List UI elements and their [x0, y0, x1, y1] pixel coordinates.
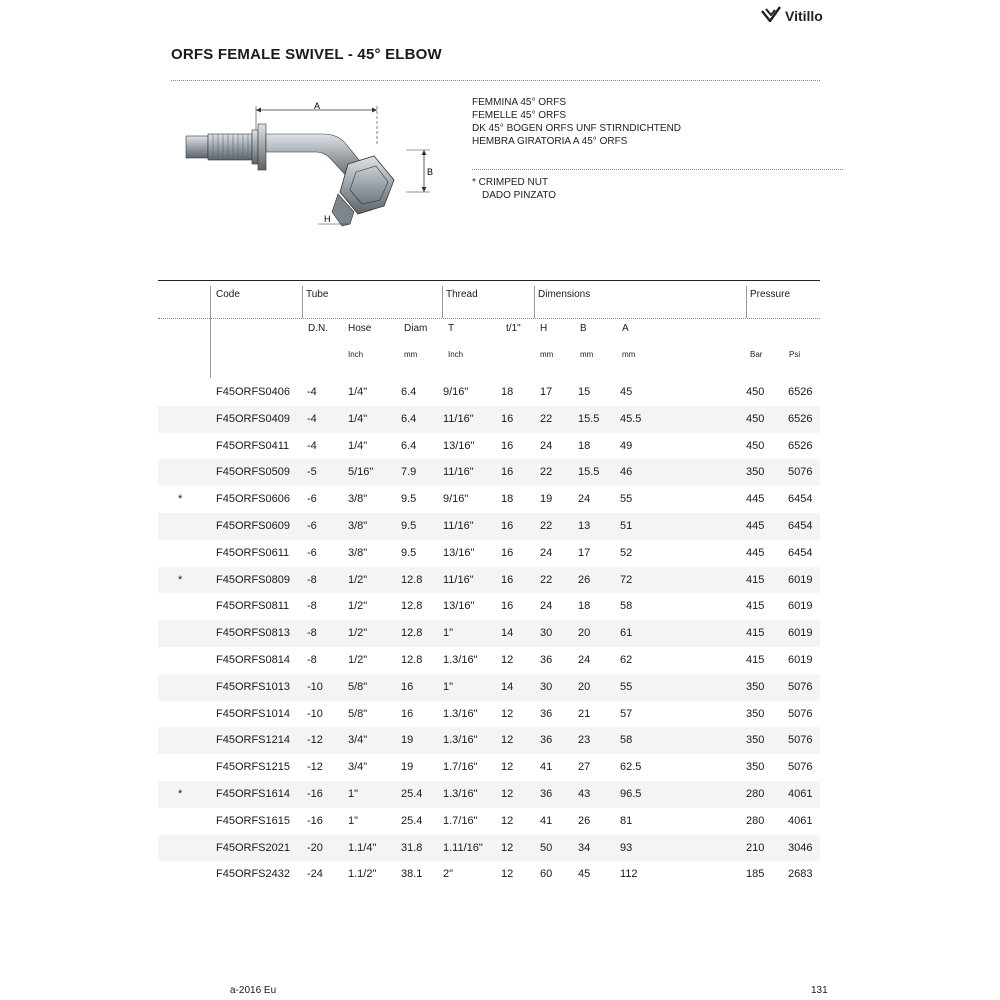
unit-psi: Psi [789, 350, 801, 359]
cell-dn: -6 [307, 493, 317, 506]
cell-mark: * [178, 787, 183, 800]
product-table-body [158, 379, 820, 888]
cell-t: 13/16" [443, 546, 475, 559]
cell-t1: 12 [501, 841, 514, 854]
cell-h: 22 [540, 573, 553, 586]
cell-psi: 6526 [788, 386, 813, 398]
cell-hose: 1.1/2" [348, 868, 377, 881]
cell-bar: 445 [746, 519, 765, 532]
cell-psi: 5076 [788, 734, 813, 747]
cell-b: 18 [578, 600, 591, 613]
cell-t: 1" [443, 680, 454, 693]
column-divider [746, 286, 747, 318]
cell-dn: -12 [307, 734, 323, 747]
cell-dn: -8 [307, 573, 317, 586]
cell-bar: 415 [746, 627, 765, 640]
cell-b: 26 [578, 814, 591, 827]
cell-t: 1.3/16" [443, 707, 478, 720]
cell-dn: -5 [307, 466, 317, 479]
cell-a: 81 [620, 814, 633, 827]
cell-hose: 3/8" [348, 519, 368, 532]
cell-h: 22 [540, 519, 553, 532]
cell-t1: 12 [501, 653, 514, 666]
cell-dn: -20 [307, 841, 323, 854]
cell-b: 45 [578, 868, 591, 881]
cell-dn: -6 [307, 546, 317, 559]
cell-mark: * [178, 493, 183, 506]
cell-a: 55 [620, 493, 633, 506]
cell-psi: 6019 [788, 627, 813, 640]
page-number: 131 [811, 985, 828, 996]
col-t1: t/1" [506, 323, 521, 334]
cell-t: 9/16" [443, 493, 469, 506]
table-row [158, 459, 820, 486]
cell-bar: 450 [746, 412, 765, 425]
cell-h: 36 [540, 653, 553, 666]
cell-t1: 16 [501, 412, 514, 425]
cell-a: 96.5 [620, 787, 642, 800]
dim-label-b: B [427, 167, 434, 177]
table-row [158, 567, 820, 594]
cell-b: 27 [578, 761, 591, 774]
cell-code: F45ORFS2432 [216, 868, 290, 881]
cell-dn: -16 [307, 787, 323, 800]
cell-psi: 6454 [788, 493, 813, 506]
cell-dn: -4 [307, 439, 317, 452]
cell-hose: 1/4" [348, 412, 368, 425]
cell-hose: 1/2" [348, 653, 368, 666]
cell-h: 24 [540, 600, 553, 613]
unit-t: Inch [448, 350, 464, 359]
cell-hose: 5/8" [348, 707, 368, 720]
cell-hose: 1" [348, 787, 359, 800]
col-h: H [540, 323, 548, 334]
cell-bar: 450 [746, 439, 765, 452]
unit-b: mm [580, 350, 594, 359]
cell-a: 93 [620, 841, 633, 854]
col-b: B [580, 323, 587, 334]
table-row [158, 647, 820, 674]
cell-h: 30 [540, 627, 553, 640]
cell-diam: 9.5 [401, 493, 417, 506]
note-line-2: DADO PINZATO [482, 190, 557, 201]
cell-dn: -8 [307, 627, 317, 640]
unit-hose: Inch [348, 350, 364, 359]
cell-a: 55 [620, 680, 633, 693]
table-row [158, 593, 820, 620]
cell-h: 36 [540, 707, 553, 720]
table-row [158, 808, 820, 835]
cell-code: F45ORFS1014 [216, 707, 290, 720]
column-divider [442, 286, 443, 318]
cell-t1: 12 [501, 761, 514, 774]
header-tube: Tube [306, 289, 329, 300]
cell-psi: 6454 [788, 546, 813, 559]
brand-name: Vitillo [785, 8, 823, 24]
divider [472, 169, 843, 170]
cell-t: 1" [443, 627, 454, 640]
header-divider [158, 318, 820, 319]
cell-t: 11/16" [443, 573, 474, 586]
cell-code: F45ORFS0509 [216, 466, 290, 479]
cell-t1: 18 [501, 386, 514, 398]
cell-code: F45ORFS1615 [216, 814, 290, 827]
cell-code: F45ORFS0814 [216, 653, 290, 666]
cell-code: F45ORFS0411 [216, 439, 290, 452]
cell-t1: 14 [501, 627, 514, 640]
cell-h: 19 [540, 493, 553, 506]
cell-dn: -8 [307, 600, 317, 613]
cell-b: 15 [578, 386, 591, 398]
cell-diam: 6.4 [401, 439, 417, 452]
header-thread: Thread [446, 289, 478, 300]
cell-diam: 6.4 [401, 412, 417, 425]
cell-diam: 12.8 [401, 600, 423, 613]
cell-t: 13/16" [443, 600, 475, 613]
cell-bar: 445 [746, 546, 765, 559]
cell-b: 18 [578, 439, 591, 452]
cell-diam: 7.9 [401, 466, 417, 479]
table-row [158, 540, 820, 567]
cell-psi: 5076 [788, 761, 813, 774]
column-divider [210, 286, 211, 378]
cell-code: F45ORFS1614 [216, 787, 290, 800]
table-row [158, 433, 820, 460]
cell-code: F45ORFS0809 [216, 573, 290, 586]
cell-diam: 31.8 [401, 841, 423, 854]
table-row [158, 835, 820, 862]
cell-b: 13 [578, 519, 591, 532]
cell-h: 17 [540, 386, 553, 398]
table-row [158, 406, 820, 433]
header-code: Code [216, 289, 240, 300]
col-dn: D.N. [308, 323, 328, 334]
cell-h: 22 [540, 412, 553, 425]
cell-a: 62.5 [620, 761, 642, 774]
cell-diam: 16 [401, 680, 414, 693]
cell-code: F45ORFS0813 [216, 627, 290, 640]
cell-a: 112 [620, 868, 638, 881]
cell-psi: 6019 [788, 653, 813, 666]
cell-a: 52 [620, 546, 633, 559]
cell-psi: 6526 [788, 439, 813, 452]
cell-h: 41 [540, 761, 553, 774]
cell-dn: -8 [307, 653, 317, 666]
cell-t1: 12 [501, 814, 514, 827]
cell-code: F45ORFS2021 [216, 841, 290, 854]
cell-psi: 4061 [788, 787, 813, 800]
table-row [158, 486, 820, 513]
cell-bar: 350 [746, 680, 765, 693]
cell-diam: 12.8 [401, 573, 423, 586]
cell-code: F45ORFS0409 [216, 412, 290, 425]
cell-psi: 5076 [788, 466, 813, 479]
cell-hose: 1.1/4" [348, 841, 377, 854]
cell-bar: 350 [746, 734, 765, 747]
cell-t: 11/16" [443, 466, 474, 479]
cell-code: F45ORFS0811 [216, 600, 290, 613]
cell-psi: 4061 [788, 814, 813, 827]
cell-h: 41 [540, 814, 553, 827]
cell-t1: 16 [501, 600, 514, 613]
cell-a: 58 [620, 600, 633, 613]
cell-hose: 3/8" [348, 546, 368, 559]
cell-h: 24 [540, 546, 553, 559]
cell-mark: * [178, 573, 183, 586]
table-top-rule [158, 280, 820, 281]
col-a: A [622, 323, 629, 334]
description-es: HEMBRA GIRATORIA A 45° ORFS [472, 136, 628, 147]
cell-t: 2" [443, 868, 454, 881]
cell-t1: 16 [501, 573, 514, 586]
cell-diam: 12.8 [401, 653, 423, 666]
cell-bar: 350 [746, 466, 765, 479]
cell-code: F45ORFS0406 [216, 386, 290, 398]
cell-bar: 450 [746, 386, 765, 398]
unit-a: mm [622, 350, 636, 359]
cell-bar: 415 [746, 573, 765, 586]
brand-logo [760, 4, 840, 26]
cell-code: F45ORFS1215 [216, 761, 290, 774]
cell-dn: -6 [307, 519, 317, 532]
cell-diam: 6.4 [401, 386, 417, 398]
crimped-nut-note [472, 176, 556, 202]
cell-bar: 350 [746, 761, 765, 774]
column-divider [534, 286, 535, 318]
cell-a: 49 [620, 439, 633, 452]
cell-a: 62 [620, 653, 633, 666]
cell-bar: 445 [746, 493, 765, 506]
description-it: FEMMINA 45° ORFS [472, 97, 567, 108]
cell-dn: -10 [307, 680, 323, 693]
page-title: ORFS FEMALE SWIVEL - 45° ELBOW [171, 46, 442, 63]
unit-h: mm [540, 350, 554, 359]
dim-label-a: A [314, 101, 321, 111]
cell-b: 20 [578, 680, 591, 693]
description-de: DK 45° BOGEN ORFS UNF STIRNDICHTEND [472, 123, 682, 134]
cell-psi: 6454 [788, 519, 813, 532]
cell-bar: 280 [746, 787, 765, 800]
vitillo-v-logo-icon [760, 4, 782, 26]
cell-diam: 16 [401, 707, 414, 720]
cell-hose: 1/2" [348, 600, 368, 613]
cell-bar: 185 [746, 868, 765, 881]
cell-t1: 16 [501, 439, 514, 452]
cell-dn: -4 [307, 386, 317, 398]
cell-b: 17 [578, 546, 591, 559]
cell-t: 11/16" [443, 412, 474, 425]
cell-t: 1.11/16" [443, 841, 483, 854]
cell-hose: 1" [348, 814, 359, 827]
unit-bar: Bar [750, 350, 763, 359]
cell-psi: 6526 [788, 412, 813, 425]
cell-t: 1.3/16" [443, 787, 478, 800]
cell-code: F45ORFS0609 [216, 519, 290, 532]
cell-t: 1.3/16" [443, 734, 478, 747]
cell-hose: 3/4" [348, 734, 368, 747]
cell-t1: 12 [501, 868, 514, 881]
cell-psi: 2683 [788, 868, 813, 881]
cell-t: 11/16" [443, 519, 474, 532]
table-row [158, 513, 820, 540]
cell-psi: 6019 [788, 600, 813, 613]
cell-t1: 12 [501, 707, 514, 720]
cell-b: 24 [578, 493, 591, 506]
cell-t: 9/16" [443, 386, 469, 398]
cell-h: 50 [540, 841, 553, 854]
cell-code: F45ORFS1013 [216, 680, 290, 693]
cell-dn: -10 [307, 707, 323, 720]
cell-code: F45ORFS0606 [216, 493, 290, 506]
table-row [158, 620, 820, 647]
cell-diam: 19 [401, 761, 414, 774]
cell-h: 60 [540, 868, 553, 881]
note-line-1: * CRIMPED NUT [472, 177, 549, 188]
cell-b: 43 [578, 787, 591, 800]
cell-bar: 415 [746, 600, 765, 613]
cell-h: 24 [540, 439, 553, 452]
cell-a: 61 [620, 627, 633, 640]
cell-a: 57 [620, 707, 633, 720]
cell-psi: 3046 [788, 841, 813, 854]
cell-bar: 280 [746, 814, 765, 827]
cell-bar: 350 [746, 707, 765, 720]
cell-a: 72 [620, 573, 633, 586]
cell-psi: 5076 [788, 680, 813, 693]
col-t: T [448, 323, 455, 334]
cell-hose: 1/4" [348, 386, 368, 398]
cell-t: 1.7/16" [443, 814, 478, 827]
cell-dn: -4 [307, 412, 317, 425]
cell-t1: 16 [501, 546, 514, 559]
cell-dn: -12 [307, 761, 323, 774]
footer-edition: a-2016 Eu [230, 985, 277, 996]
cell-t1: 14 [501, 680, 514, 693]
cell-dn: -24 [307, 868, 323, 881]
cell-hose: 5/16" [348, 466, 374, 479]
cell-dn: -16 [307, 814, 323, 827]
cell-t1: 16 [501, 519, 514, 532]
cell-bar: 415 [746, 653, 765, 666]
table-row [158, 674, 820, 701]
cell-code: F45ORFS0611 [216, 546, 290, 559]
description-fr: FEMELLE 45° ORFS [472, 110, 567, 121]
cell-h: 30 [540, 680, 553, 693]
col-hose: Hose [348, 323, 372, 334]
description-block [472, 96, 681, 148]
cell-psi: 5076 [788, 707, 813, 720]
unit-diam: mm [404, 350, 418, 359]
cell-hose: 1/4" [348, 439, 368, 452]
cell-b: 15.5 [578, 466, 600, 479]
cell-diam: 25.4 [401, 814, 423, 827]
cell-diam: 9.5 [401, 519, 417, 532]
table-row [158, 379, 820, 406]
cell-b: 26 [578, 573, 591, 586]
cell-diam: 12.8 [401, 627, 423, 640]
cell-a: 46 [620, 466, 633, 479]
dim-label-h: H [324, 214, 331, 224]
cell-psi: 6019 [788, 573, 813, 586]
cell-b: 23 [578, 734, 591, 747]
table-row [158, 727, 820, 754]
cell-hose: 1/2" [348, 573, 368, 586]
cell-a: 58 [620, 734, 633, 747]
cell-hose: 3/4" [348, 761, 368, 774]
cell-b: 20 [578, 627, 591, 640]
header-dimensions: Dimensions [538, 289, 591, 300]
cell-h: 36 [540, 734, 553, 747]
cell-diam: 25.4 [401, 787, 423, 800]
cell-b: 21 [578, 707, 591, 720]
cell-t: 13/16" [443, 439, 475, 452]
table-row [158, 754, 820, 781]
cell-a: 45.5 [620, 412, 642, 425]
cell-bar: 210 [746, 841, 765, 854]
cell-a: 45 [620, 386, 633, 398]
cell-t: 1.7/16" [443, 761, 478, 774]
cell-h: 36 [540, 787, 553, 800]
cell-t1: 12 [501, 734, 514, 747]
table-row [158, 701, 820, 728]
cell-code: F45ORFS1214 [216, 734, 290, 747]
cell-diam: 38.1 [401, 868, 423, 881]
cell-hose: 1/2" [348, 627, 368, 640]
fitting-drawing [178, 96, 438, 236]
column-divider [302, 286, 303, 318]
cell-hose: 3/8" [348, 493, 368, 506]
cell-a: 51 [620, 519, 633, 532]
cell-t1: 12 [501, 787, 514, 800]
cell-b: 34 [578, 841, 591, 854]
divider [171, 80, 820, 81]
cell-h: 22 [540, 466, 553, 479]
header-pressure: Pressure [750, 289, 791, 300]
table-row [158, 781, 820, 808]
cell-hose: 5/8" [348, 680, 368, 693]
col-diam: Diam [404, 323, 428, 334]
cell-diam: 9.5 [401, 546, 417, 559]
cell-b: 15.5 [578, 412, 600, 425]
cell-b: 24 [578, 653, 591, 666]
cell-t: 1.3/16" [443, 653, 478, 666]
cell-t1: 18 [501, 493, 514, 506]
cell-t1: 16 [501, 466, 514, 479]
table-row [158, 861, 820, 888]
cell-diam: 19 [401, 734, 414, 747]
